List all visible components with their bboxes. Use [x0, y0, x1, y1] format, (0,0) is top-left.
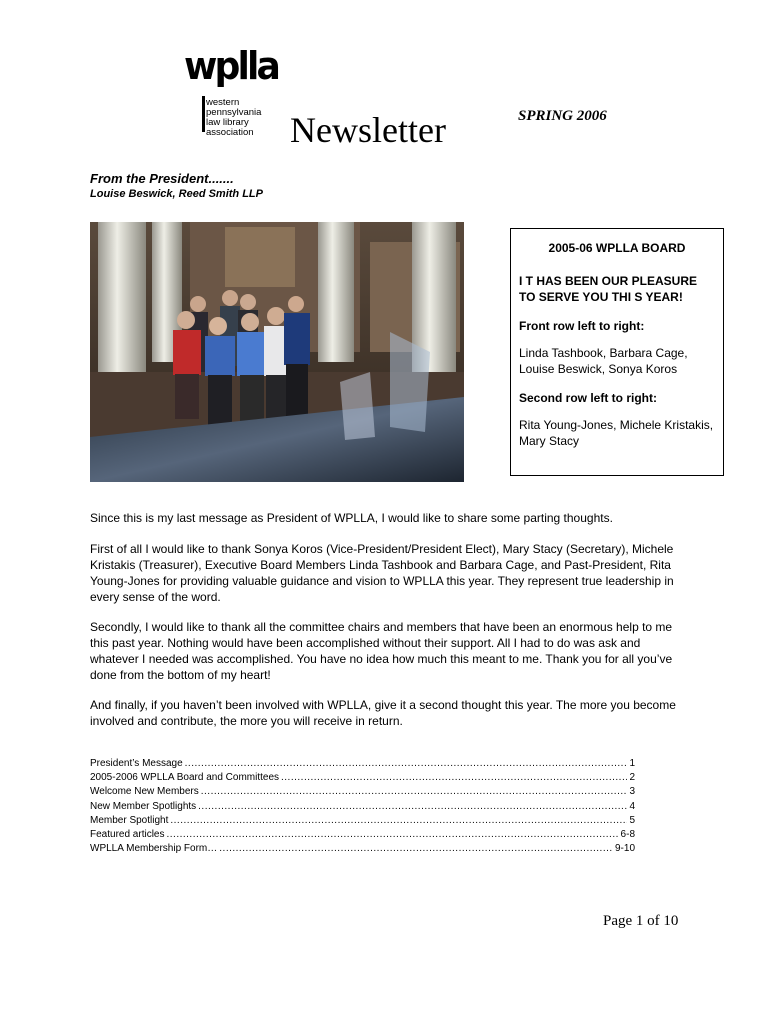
- toc-label: WPLLA Membership Form…: [90, 843, 218, 855]
- paragraph: Since this is my last message as President of WPLLA, I would like to share some parting thoughts.: [90, 511, 613, 525]
- article-author: Louise Beswick, Reed Smith LLP: [90, 188, 263, 200]
- toc-page: 3: [629, 786, 635, 798]
- toc-entry[interactable]: [90, 757, 635, 771]
- toc-leader: [170, 814, 627, 828]
- logo-line: western: [206, 97, 240, 108]
- toc-page: 5: [629, 814, 635, 826]
- toc-label: President’s Message: [90, 758, 183, 769]
- article-heading: From the President.......: [90, 171, 234, 186]
- toc-page: 2: [629, 772, 635, 784]
- paragraph: Secondly, I would like to thank all the committee chairs and members that have been an enormous help to me this past year. Nothing would have been accomplished without their support. All I had to do was ask and whatever I needed was accomplished. You have no idea how much this meant to me. Thank you for all you’ve done from the bottom of my heart!: [90, 620, 673, 682]
- logo-bar: [202, 96, 205, 132]
- toc-entry[interactable]: [90, 800, 635, 814]
- second-row-label: Second row left to right:: [519, 391, 657, 405]
- front-row-names: Linda Tashbook, Barbara Cage, Louise Beswick, Sonya Koros: [519, 346, 688, 376]
- logo-line: law library: [206, 117, 249, 128]
- board-title: 2005-06 WPLLA BOARD: [548, 241, 686, 255]
- logo-mark: wplla: [184, 44, 279, 88]
- front-row-label: Front row left to right:: [519, 319, 645, 333]
- logo-text: [206, 98, 261, 138]
- paragraph: And finally, if you haven’t been involved with WPLLA, give it a second thought this year. The more you become involved and contribute, the more you will receive in return.: [90, 698, 676, 728]
- paragraph: First of all I would like to thank Sonya Koros (Vice-President/President Elect), Mary Stacy (Secretary), Michele Kristakis (Treasurer), Executive Board Members Linda Tashbook and Barbara Cage, and Past-President, Rita Young-Jones for providing valuable guidance and vision to WPLLA this year. They represent true leadership in every sense of the word.: [90, 542, 674, 604]
- wplla-logo: [184, 46, 284, 136]
- table-of-contents: [90, 757, 635, 856]
- toc-leader: [166, 828, 618, 842]
- newsletter-title: Newsletter: [290, 110, 446, 150]
- toc-page: 1: [629, 758, 635, 769]
- logo-line: association: [206, 127, 254, 138]
- toc-label: Featured articles: [90, 829, 165, 841]
- toc-leader: [219, 842, 613, 856]
- toc-entry[interactable]: [90, 842, 635, 856]
- page-number: Page 1 of 10: [603, 913, 679, 929]
- toc-page: 9-10: [614, 843, 635, 855]
- toc-label: Welcome New Members: [90, 786, 199, 798]
- toc-label: New Member Spotlights: [90, 800, 197, 812]
- board-message: I T HAS BEEN OUR PLEASURE TO SERVE YOU THI S YEAR!: [519, 274, 698, 304]
- toc-leader: [185, 757, 628, 771]
- toc-entry[interactable]: [90, 785, 635, 799]
- board-photo: [90, 222, 464, 482]
- toc-page: 6-8: [620, 829, 635, 841]
- toc-label: 2005-2006 WPLLA Board and Committees: [90, 772, 279, 784]
- toc-leader: [198, 800, 627, 814]
- toc-label: Member Spotlight: [90, 814, 169, 826]
- issue-date: SPRING 2006: [518, 108, 607, 124]
- logo-line: pennsylvania: [206, 107, 262, 118]
- toc-leader: [201, 785, 628, 799]
- toc-leader: [281, 771, 627, 785]
- board-info-box: [510, 228, 724, 476]
- toc-entry[interactable]: [90, 828, 635, 842]
- toc-page: 4: [629, 800, 635, 812]
- toc-entry[interactable]: [90, 814, 635, 828]
- toc-entry[interactable]: [90, 771, 635, 785]
- second-row-names: Rita Young-Jones, Michele Kristakis, Mary Stacy: [519, 418, 714, 448]
